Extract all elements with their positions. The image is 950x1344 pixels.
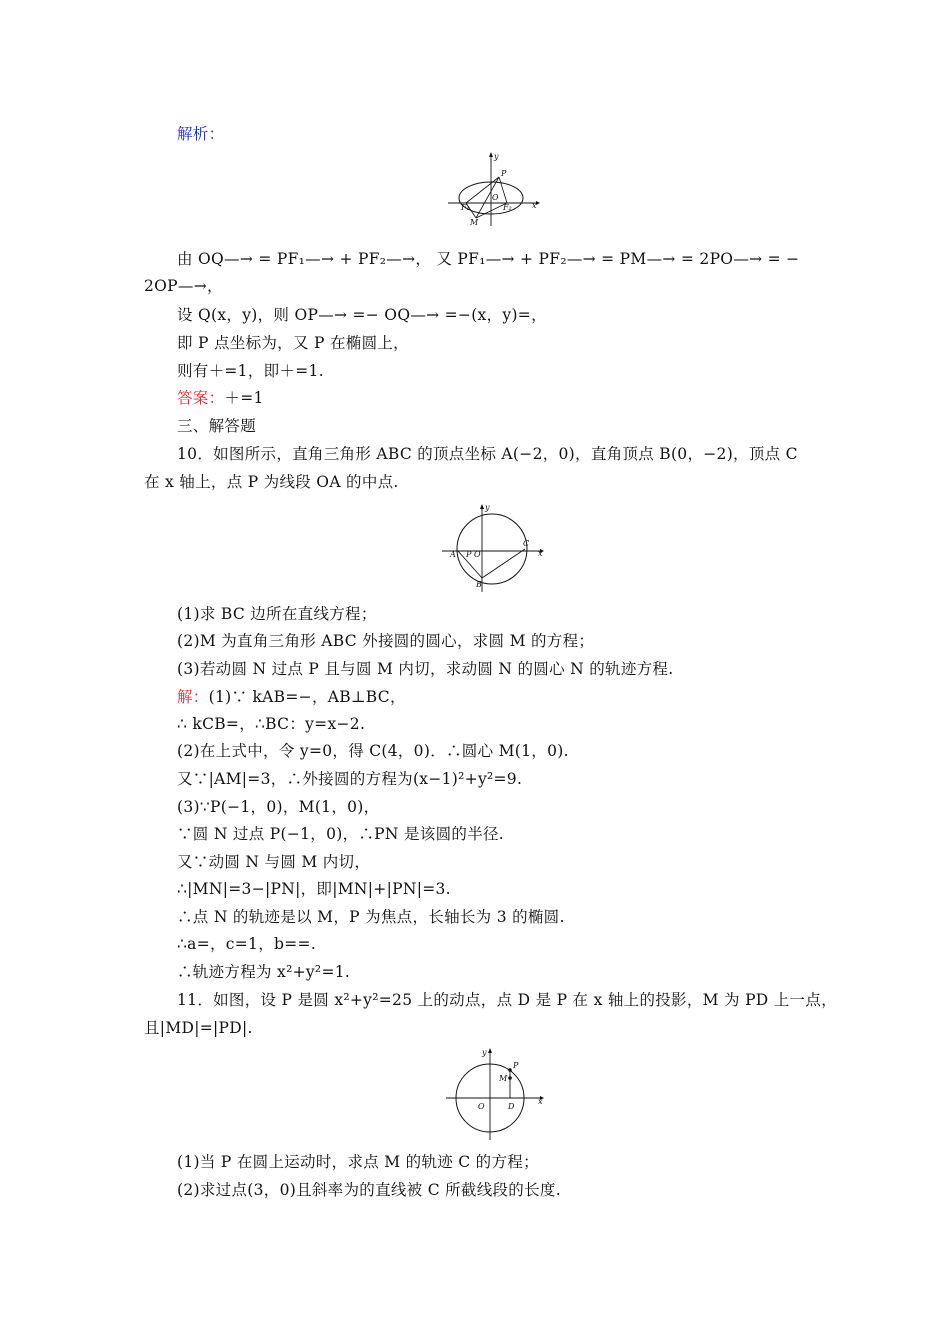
q10-line-a: 10．如图所示，直角三角形 ABC 的顶点坐标 A(−2，0)，直角顶点 B(0，−2)，顶点 C (177, 445, 798, 463)
solution-step-7: 又∵动圆 N 与圆 M 内切， (177, 853, 371, 871)
fig2-o-label: O (474, 550, 481, 559)
circle-projection-figure (444, 1046, 548, 1142)
fig1-p-label: P (501, 169, 507, 178)
analysis-label: 解析： (177, 125, 225, 143)
solution-step-9: ∴点 N 的轨迹是以 M，P 为焦点，长轴长为 3 的椭圆. (177, 908, 565, 926)
solution-step-11: ∴轨迹方程为 x²+y²=1. (177, 963, 351, 981)
circumscribed-circle (457, 514, 530, 584)
answer-line (177, 388, 264, 408)
fig3-d-label: D (508, 1102, 515, 1111)
fig2-a-label: A (450, 550, 456, 559)
solution-step-10: ∴a=，c=1，b==. (177, 935, 317, 953)
answer-text: ＋=1 (224, 389, 264, 407)
fig1-f2-label: F₂ (503, 203, 512, 212)
point-p (508, 1068, 512, 1072)
fig3-y-label: y (482, 1048, 487, 1057)
q11-line-b: 且|MD|=|PD|. (144, 1019, 253, 1037)
solution-step-4: 又∵|AM|=3，∴外接圆的方程为(x−1)²+y²=9. (177, 770, 523, 788)
q11-part-2: (2)求过点(3，0)且斜率为的直线被 C 所截线段的长度. (177, 1181, 561, 1199)
line-1: 由 OQ—→ = PF₁—→ + PF₂—→， 又 PF₁—→ + PF₂—→ = PM—→ = 2PO—→ = − (177, 250, 800, 268)
fig1-f1-label: F₁ (461, 203, 470, 212)
fig3-x-label: x (538, 1097, 543, 1106)
line-5: 则有＋=1，即＋=1. (177, 362, 324, 380)
q11-part-1: (1)当 P 在圆上运动时，求点 M 的轨迹 C 的方程； (177, 1153, 539, 1171)
solution-step-1: (1)∵ kAB=−，AB⊥BC， (208, 688, 406, 706)
fig2-p-label: P (466, 550, 472, 559)
solution-step-8: ∴|MN|=3−|PN|，即|MN|+|PN|=3. (177, 880, 451, 898)
q10-part-3: (3)若动圆 N 过点 P 且与圆 M 内切，求动圆 N 的圆心 N 的轨迹方程. (177, 660, 674, 678)
solution-step-2: ∴ kCB=，∴BC：y=x−2. (177, 715, 366, 733)
fig2-x-label: x (538, 549, 543, 558)
solution-step-6: ∵圆 N 过点 P(−1，0)，∴PN 是该圆的半径. (177, 825, 505, 843)
fig3-m-label: M (499, 1074, 508, 1083)
answer-label: 答案： (177, 389, 225, 407)
solution-line-1 (177, 687, 406, 707)
line-3: 设 Q(x，y)，则 OP—→ =− OQ—→ =−(x，y)=， (177, 306, 547, 324)
fig2-b-label: B (476, 580, 482, 589)
point-m (508, 1076, 512, 1080)
fig1-y-label: y (494, 152, 499, 161)
fig2-y-label: y (485, 503, 490, 512)
circle-triangle-figure (440, 500, 546, 594)
fig2-c-label: C (523, 539, 530, 548)
section-heading: 三、解答题 (177, 417, 257, 435)
fig1-o-label: O (492, 193, 499, 202)
q10-part-1: (1)求 BC 边所在直线方程； (177, 605, 377, 623)
fig3-o-label: O (478, 1102, 485, 1111)
ellipse-figure (446, 150, 542, 228)
fig3-p-label: P (513, 1061, 519, 1070)
fig1-x-label: x (532, 201, 537, 210)
q10-part-2: (2)M 为直角三角形 ABC 外接圆的圆心，求圆 M 的方程； (177, 632, 595, 650)
fig1-m-label: M (470, 218, 479, 227)
solution-label: 解： (177, 688, 209, 706)
q11-line-a: 11．如图，设 P 是圆 x²+y²=25 上的动点，点 D 是 P 在 x 轴上的投影，M 为 PD 上一点， (177, 991, 837, 1009)
line-4: 即 P 点坐标为，又 P 在椭圆上， (177, 334, 409, 352)
line-2: 2OP—→， (144, 277, 223, 295)
q10-line-b: 在 x 轴上，点 P 为线段 OA 的中点. (144, 473, 399, 491)
solution-step-5: (3)∵P(−1，0)，M(1，0)， (177, 798, 380, 816)
solution-step-3: (2)在上式中，令 y=0，得 C(4，0)．∴圆心 M(1，0). (177, 742, 569, 760)
